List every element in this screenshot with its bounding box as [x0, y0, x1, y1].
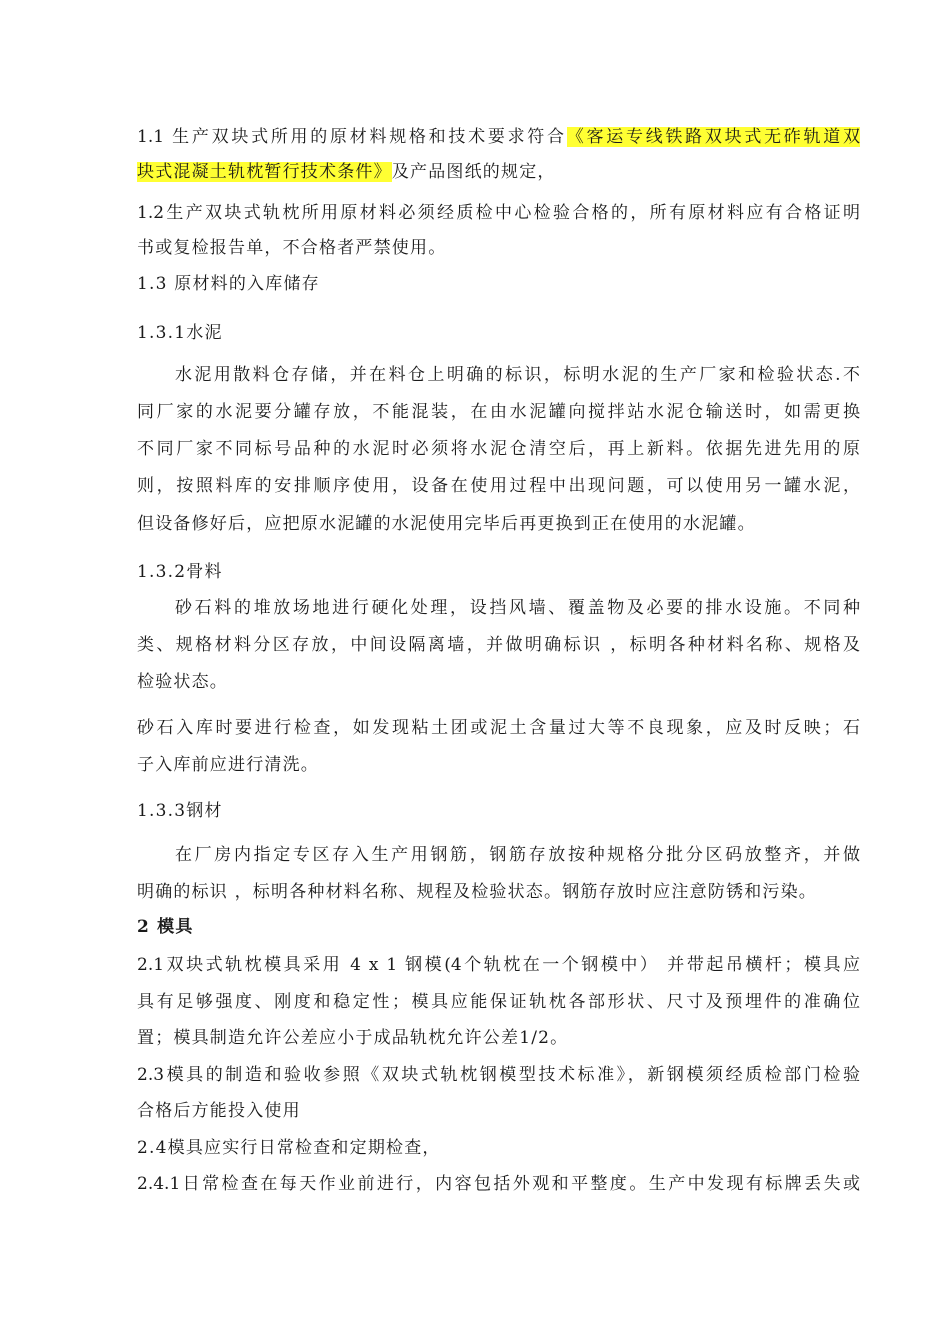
para-1-3-1-line-2: 同厂家的水泥要分罐存放，不能混装，在由水泥罐向搅拌站水泥仓输送时，如需更换 [137, 402, 860, 422]
para-1-3-2-line-2: 类、规格材料分区存放，中间设隔离墙，并做明确标识 ，标明各种材料名称、规格及 [137, 635, 860, 655]
heading-1-3: 1.3 原材料的入库储存 [137, 274, 320, 294]
para-1-3-2-line-3: 检验状态。 [137, 672, 228, 692]
heading-1-3-1: 1.3.1水泥 [137, 323, 223, 343]
para-2-3-line-1: 2.3模具的制造和验收参照《双块式轨枕钢模型技术标准》，新钢模须经质检部门检验 [137, 1065, 860, 1085]
para-1-3-3-line-1: 在厂房内指定专区存入生产用钢筋，钢筋存放按种规格分批分区码放整齐，并做 [175, 845, 860, 865]
para-2-1-line-1: 2.1双块式轨枕模具采用 4 x 1 钢模(4个轨枕在一个钢模中） 并带起吊横杆；模具应 [137, 955, 860, 975]
para-2-1-line-3: 置；模具制造允许公差应小于成品轨枕允许公差1/2。 [137, 1028, 569, 1048]
para-1-1-text-cont: 及产品图纸的规定， [391, 162, 556, 182]
para-2-4: 2.4模具应实行日常检查和定期检查， [137, 1138, 441, 1158]
para-1-3-2-line-1: 砂石料的堆放场地进行硬化处理，设挡风墙、覆盖物及必要的排水设施。不同种 [175, 598, 860, 618]
para-2-4-1-line-1: 2.4.1日常检查在每天作业前进行，内容包括外观和平整度。生产中发现有标牌丢失或 [137, 1174, 860, 1194]
para-1-2-line-2: 书或复检报告单，不合格者严禁使用。 [137, 238, 447, 258]
para-2-3-line-2: 合格后方能投入使用 [137, 1101, 301, 1121]
heading-2: 2 模具 [137, 917, 194, 937]
highlighted-standard-title: 《客运专线铁路双块式无砟轨道双 [566, 127, 860, 147]
heading-1-3-2: 1.3.2骨料 [137, 562, 223, 582]
para-1-1-line-2 [137, 158, 860, 186]
para-1-2-line-1: 1.2生产双块式轨枕所用原材料必须经质检中心检验合格的，所有原材料应有合格证明 [137, 203, 860, 223]
para-1-3-1-line-5: 但设备修好后，应把原水泥罐的水泥使用完毕后再更换到正在使用的水泥罐。 [137, 514, 756, 534]
para-1-1-line-1 [137, 123, 860, 151]
heading-1-3-3: 1.3.3钢材 [137, 801, 223, 821]
para-1-3-3-line-2: 明确的标识 ，标明各种材料名称、规程及检验状态。钢筋存放时应注意防锈和污染。 [137, 882, 818, 902]
para-2-1-line-2: 具有足够强度、刚度和稳定性；模具应能保证轨枕各部形状、尺寸及预埋件的准确位 [137, 992, 860, 1012]
para-1-3-2b-line-2: 子入库前应进行清洗。 [137, 755, 319, 775]
para-1-3-1-line-4: 则，按照料库的安排顺序使用，设备在使用过程中出现问题，可以使用另一罐水泥， [137, 476, 860, 496]
highlighted-standard-title-cont: 块式混凝土轨枕暂行技术条件》 [137, 162, 392, 182]
para-1-3-1-line-1: 水泥用散料仓存储，并在料仓上明确的标识，标明水泥的生产厂家和检验状态.不 [175, 365, 860, 385]
para-1-3-2b-line-1: 砂石入库时要进行检查，如发现粘土团或泥土含量过大等不良现象，应及时反映；石 [137, 718, 860, 738]
para-1-1-text: 1.1 生产双块式所用的原材料规格和技术要求符合 [137, 127, 567, 147]
para-1-3-1-line-3: 不同厂家不同标号品种的水泥时必须将水泥仓清空后，再上新料。依据先进先用的原 [137, 439, 860, 459]
